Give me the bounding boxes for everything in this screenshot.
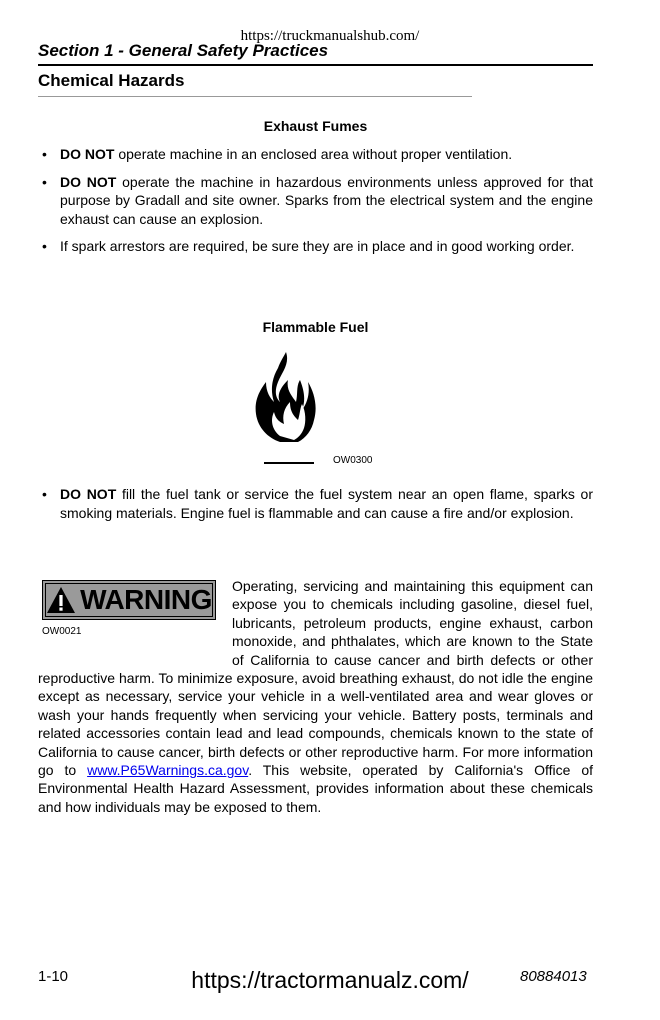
bullet-text: operate the machine in hazardous environments unless approved for that purpose by Gradall and site owner. Sparks from the electrical system and the engine exhaust can cause an explosion. [60,173,593,227]
fuel-bullet-list [42,485,593,531]
bullet-emphasis: DO NOT [60,146,115,162]
bullet-text: fill the fuel tank or service the fuel system near an open flame, sparks or smoking materials. Engine fuel is flammable and can cause a fire and/or explosion. [60,486,593,521]
subsection-rule [38,96,472,97]
subsection-title: Chemical Hazards [38,71,185,90]
bullet-text: If spark arrestors are required, be sure they are in place and in good working order. [60,238,575,254]
warning-image-code: OW0021 [42,626,82,637]
list-item: • If spark arrestors are required, be sure they are in place and in good working order. [42,238,575,254]
footer-watermark-url: https://tractormanualz.com/ [191,967,469,993]
warning-text: Operating, servicing and maintaining this equipment can expose you to chemicals including gasoline, diesel fuel, lubricants, petroleum products, engine exhaust, carbon monoxide, and phthalates, which are known to the State of California to cause cancer and birth defects or other reproductive harm. To minimize exposure, avoid breathing exhaust, do not idle the engine except as necessary, service your vehicle in a well-ventilated area and wear gloves or wash your hands frequently when servicing your vehicle. Battery posts, terminals and related accessories contain lead and lead compounds, chemicals known to the state of California to cause cancer, birth defects or other reproductive harm. For more information go to [38,578,593,779]
document-number: 80884013 [520,968,587,985]
warning-label-text: WARNING [80,584,212,615]
list-item: • DO NOT operate the machine in hazardous environments unless approved for that purpose by Gradall and site owner. Sparks from the electrical system and the engine exhaust can cause an explosion. [42,173,593,227]
bullet-emphasis: DO NOT [60,486,117,502]
list-item: • DO NOT fill the fuel tank or service the fuel system near an open flame, sparks or smoking materials. Engine fuel is flammable and can cause a fire and/or explosion. [42,486,593,521]
flame-icon [252,350,332,465]
watermark-top-url: https://truckmanualshub.com/ [240,28,420,44]
flame-image-code: OW0300 [333,455,373,466]
list-item: • DO NOT operate machine in an enclosed area without proper ventilation. [42,146,513,162]
warning-triangle-icon [46,586,76,614]
warning-label [42,580,216,620]
bullet-emphasis: DO NOT [60,173,117,190]
fuel-heading: Flammable Fuel [262,319,369,335]
page-number: 1-10 [38,968,69,985]
exhaust-heading: Exhaust Fumes [263,118,368,134]
bullet-text: operate machine in an enclosed area without proper ventilation. [114,146,513,162]
header-rule [38,64,593,66]
exhaust-bullet-list [42,145,593,265]
p65-warnings-link[interactable]: www.P65Warnings.ca.gov [87,762,249,779]
warning-text-end: . This website, operated by California's Office of Environmental Health Hazard Assessment, provides information about these chemicals and how individuals may be exposed to them. [38,762,593,815]
section-title: Section 1 - General Safety Practices [38,41,329,60]
